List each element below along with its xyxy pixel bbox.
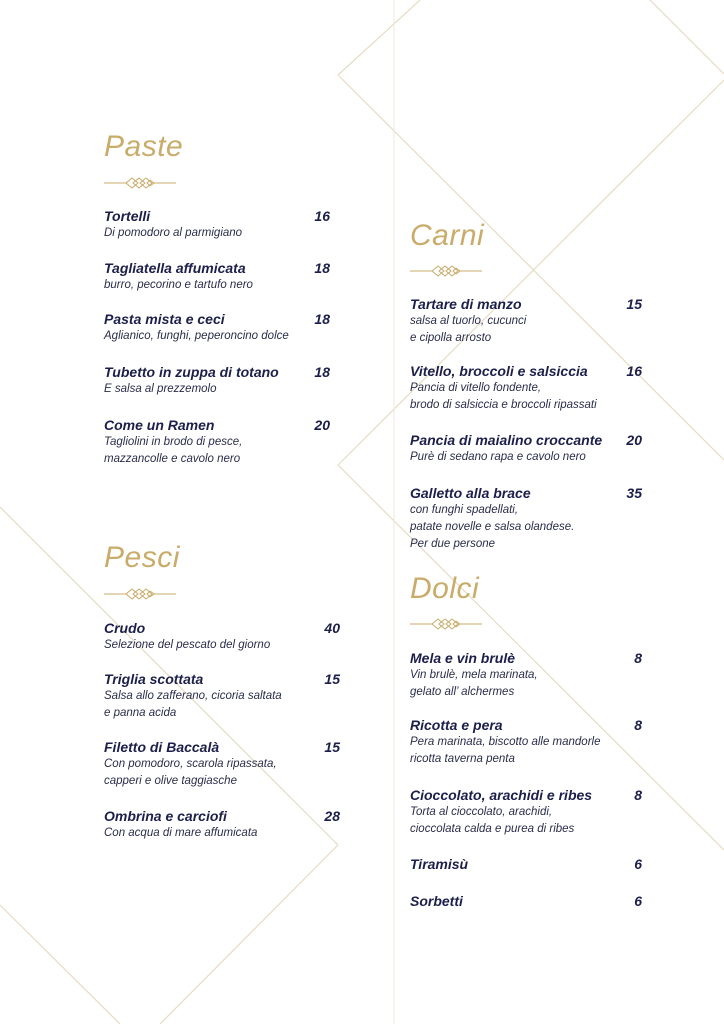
item-description: e cipolla arrosto <box>410 332 492 344</box>
section-title-dolci: Dolci <box>410 572 480 605</box>
item-description: Torta al cioccolato, arachidi, <box>410 806 553 818</box>
menu-item <box>410 432 642 466</box>
item-description: patate novelle e salsa olandese. <box>410 521 575 533</box>
item-name: Come un Ramen <box>104 417 215 433</box>
menu-item <box>104 311 330 345</box>
item-description: gelato all’ alchermes <box>410 686 515 698</box>
item-name: Cioccolato, arachidi e ribes <box>410 787 593 803</box>
menu-item <box>410 787 642 838</box>
item-description: burro, pecorino e tartufo nero <box>104 279 253 291</box>
ornament-divider-icon <box>410 617 482 629</box>
item-price: 8 <box>634 650 642 666</box>
item-description: Pera marinata, biscotto alle mandorle <box>410 736 601 748</box>
item-name: Vitello, broccoli e salsiccia <box>410 363 588 379</box>
item-description: Di pomodoro al parmigiano <box>104 227 243 239</box>
menu-item <box>104 208 330 242</box>
item-price: 15 <box>626 296 642 312</box>
item-name: Triglia scottata <box>104 671 204 687</box>
menu-item <box>104 739 340 790</box>
menu-item <box>104 808 340 842</box>
section-title-pesci: Pesci <box>104 541 180 574</box>
item-description: Aglianico, funghi, peperoncino dolce <box>104 330 289 342</box>
item-name: Filetto di Baccalà <box>104 739 220 755</box>
menu-item <box>104 364 330 398</box>
item-description: Purè di sedano rapa e cavolo nero <box>410 451 586 463</box>
menu-item <box>104 417 330 468</box>
item-name: Tagliatella affumicata <box>104 260 246 276</box>
item-price: 16 <box>626 363 642 379</box>
item-description: e panna acida <box>104 707 177 719</box>
ornament-divider-icon <box>410 264 482 276</box>
item-price: 20 <box>314 417 330 433</box>
item-price: 8 <box>634 717 642 733</box>
item-name: Ricotta e pera <box>410 717 503 733</box>
item-description: capperi e olive taggiasche <box>104 775 237 787</box>
item-name: Sorbetti <box>410 893 463 909</box>
item-description: Con pomodoro, scarola ripassata, <box>104 758 277 770</box>
item-name: Pasta mista e ceci <box>104 311 225 327</box>
item-price: 6 <box>634 893 642 909</box>
item-price: 18 <box>314 311 330 327</box>
item-description: Salsa allo zafferano, cicoria saltata <box>104 690 282 702</box>
item-price: 18 <box>314 364 330 380</box>
section-title-paste: Paste <box>104 130 184 163</box>
item-price: 20 <box>626 432 642 448</box>
item-price: 6 <box>634 856 642 872</box>
item-description: Tagliolini in brodo di pesce, <box>104 436 243 448</box>
item-description: Pancia di vitello fondente, <box>410 382 542 394</box>
item-description: Selezione del pescato del giorno <box>104 639 271 651</box>
menu-item <box>410 485 642 553</box>
item-name: Tortelli <box>104 208 151 224</box>
item-name: Ombrina e carciofi <box>104 808 227 824</box>
menu-item <box>410 717 642 768</box>
item-price: 40 <box>324 620 340 636</box>
item-price: 35 <box>626 485 642 501</box>
menu-item <box>104 620 340 654</box>
item-price: 15 <box>324 671 340 687</box>
item-name: Tubetto in zuppa di totano <box>104 364 279 380</box>
menu-item <box>410 363 642 414</box>
menu-item <box>104 671 340 722</box>
item-price: 28 <box>324 808 340 824</box>
item-description: cioccolata calda e purea di ribes <box>410 823 575 835</box>
item-description: Vin brulè, mela marinata, <box>410 669 538 681</box>
item-description: Per due persone <box>410 538 496 550</box>
item-name: Tartare di manzo <box>410 296 522 312</box>
item-description: ricotta taverna penta <box>410 753 515 765</box>
item-price: 8 <box>634 787 642 803</box>
ornament-divider-icon <box>104 176 176 188</box>
item-price: 16 <box>314 208 330 224</box>
menu-item <box>410 893 642 910</box>
item-name: Crudo <box>104 620 146 636</box>
item-description: salsa al tuorlo, cucunci <box>410 315 527 327</box>
item-price: 18 <box>314 260 330 276</box>
menu-item <box>410 296 642 347</box>
item-description: Con acqua di mare affumicata <box>104 827 258 839</box>
item-price: 15 <box>324 739 340 755</box>
item-description: mazzancolle e cavolo nero <box>104 453 241 465</box>
menu-item <box>410 650 642 701</box>
item-description: E salsa al prezzemolo <box>104 383 217 395</box>
section-title-carni: Carni <box>410 219 485 252</box>
item-name: Pancia di maialino croccante <box>410 432 603 448</box>
menu-item <box>410 856 642 873</box>
item-name: Galletto alla brace <box>410 485 531 501</box>
item-name: Mela e vin brulè <box>410 650 516 666</box>
item-description: brodo di salsiccia e broccoli ripassati <box>410 399 597 411</box>
menu-item <box>104 260 330 294</box>
item-name: Tiramisù <box>410 856 469 872</box>
item-description: con funghi spadellati, <box>410 504 519 516</box>
ornament-divider-icon <box>104 587 176 599</box>
